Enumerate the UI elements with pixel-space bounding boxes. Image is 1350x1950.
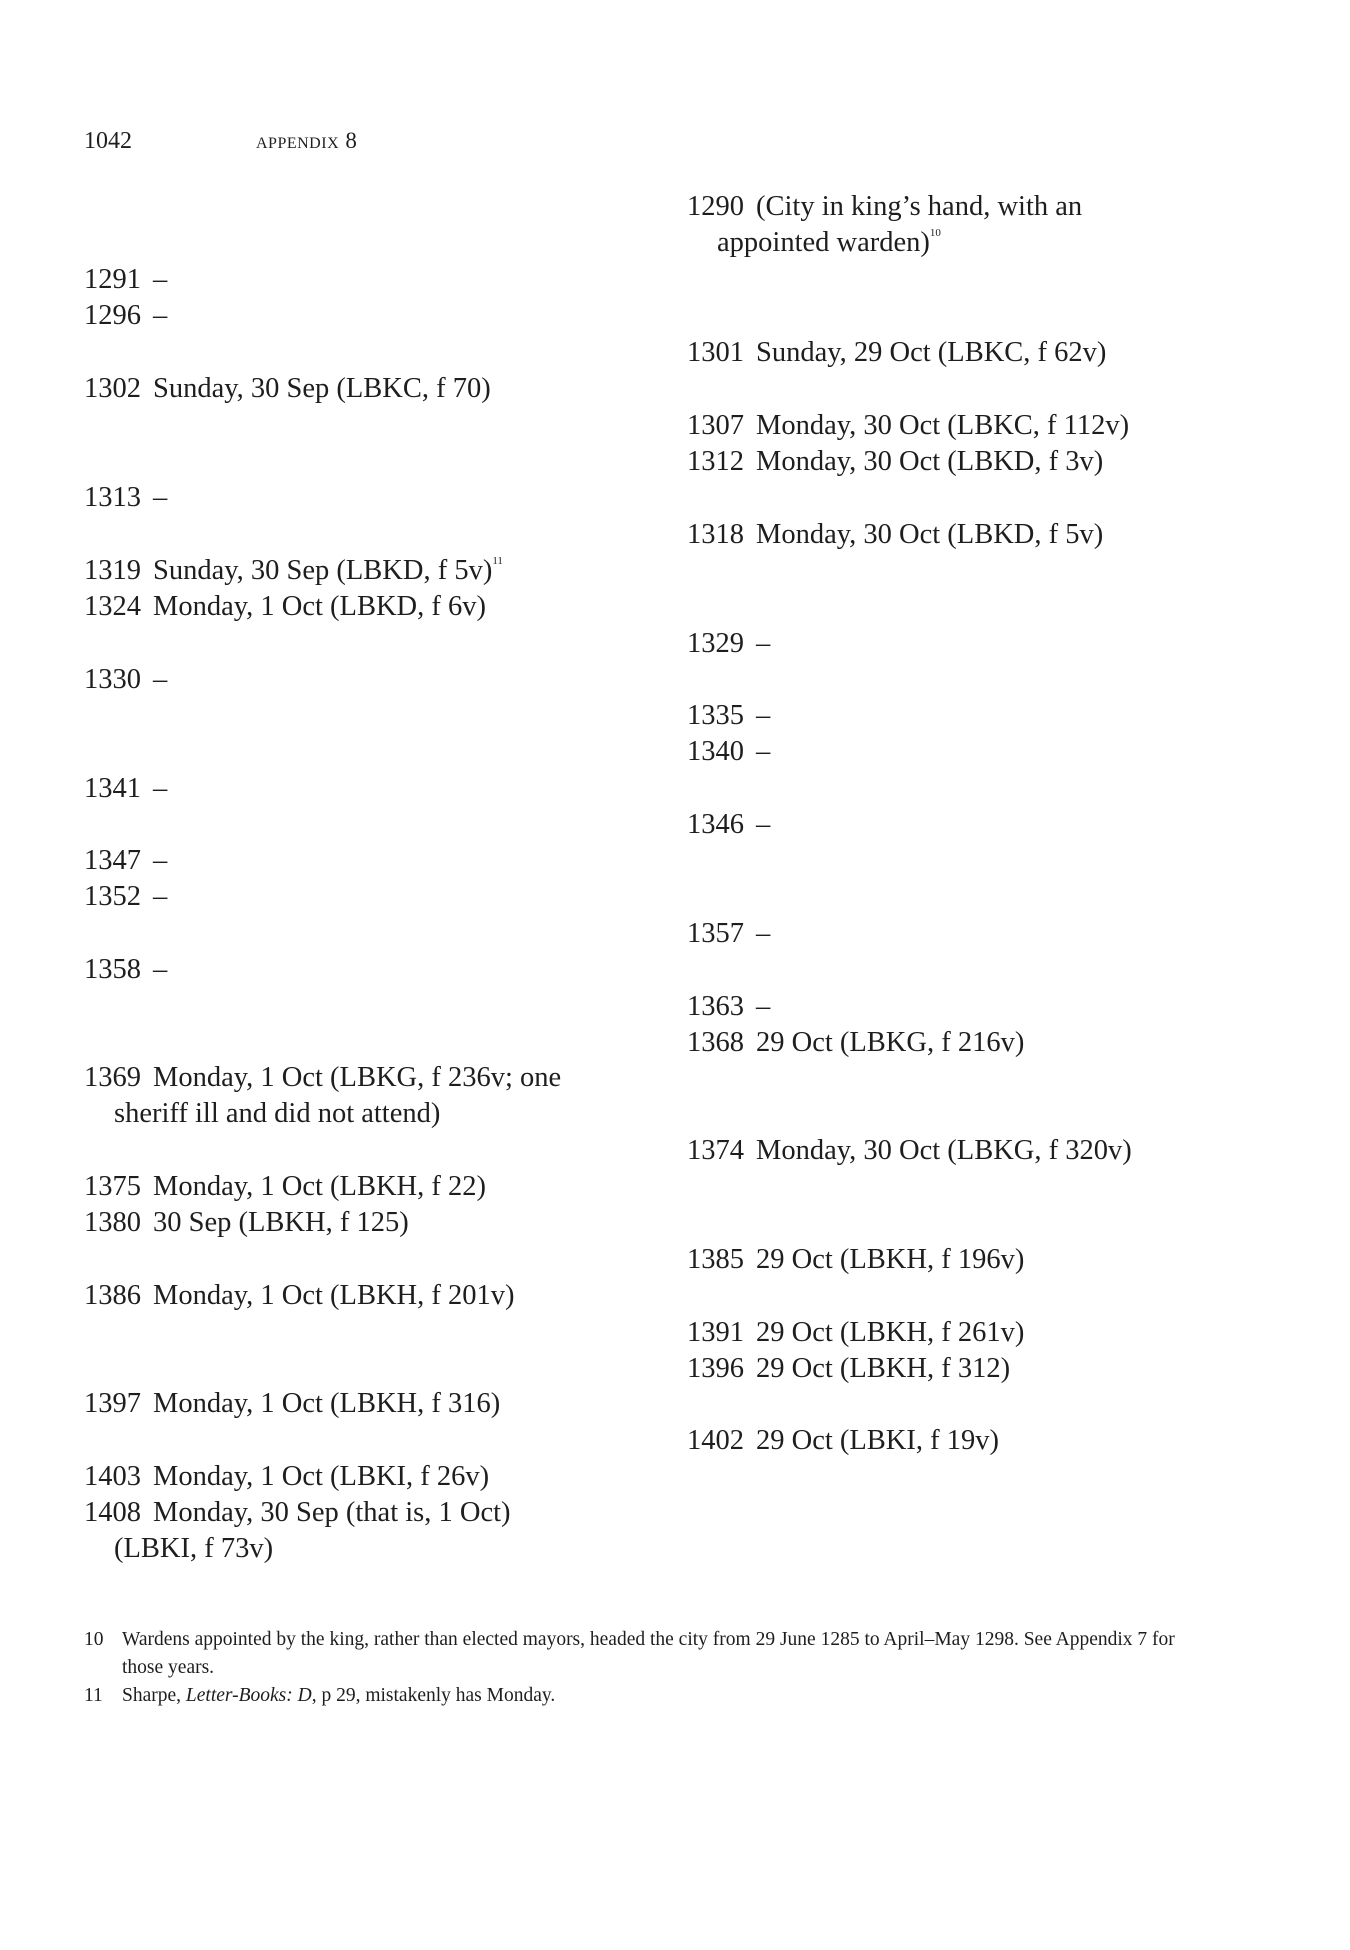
entry-text: (City in king’s hand, with an <box>756 191 1083 222</box>
year-entry <box>687 1025 1024 1061</box>
entry-text: 29 Oct (LBKG, f 216v) <box>756 1027 1025 1058</box>
year-entry <box>84 553 503 589</box>
year-entry <box>687 408 1129 444</box>
footnote-marker: 11 <box>492 555 503 567</box>
entry-year: 1330 <box>84 664 141 695</box>
year-entry <box>687 1423 999 1459</box>
entry-year: 1329 <box>687 628 744 659</box>
entry-text: – <box>153 773 168 804</box>
year-entry <box>687 807 770 843</box>
year-entry <box>84 771 167 807</box>
year-entry <box>84 589 486 625</box>
entry-text: Monday, 30 Oct (LBKD, f 3v) <box>756 446 1104 477</box>
entry-text: Monday, 1 Oct (LBKH, f 201v) <box>153 1280 515 1311</box>
entry-year: 1386 <box>84 1280 141 1311</box>
year-entry <box>687 989 770 1025</box>
entry-year: 1347 <box>84 845 141 876</box>
entry-text: – <box>153 482 168 513</box>
footnote-marker: 10 <box>929 227 941 239</box>
entry-text: Monday, 1 Oct (LBKD, f 6v) <box>153 591 486 622</box>
entry-text: – <box>756 918 771 949</box>
entry-year: 1375 <box>84 1171 141 1202</box>
entry-text: Monday, 30 Oct (LBKG, f 320v) <box>756 1135 1132 1166</box>
year-entry <box>84 843 167 879</box>
year-entry <box>687 1315 1024 1351</box>
entry-text: – <box>153 664 168 695</box>
entry-year: 1341 <box>84 773 141 804</box>
year-entry <box>84 1169 486 1205</box>
entry-year: 1397 <box>84 1388 141 1419</box>
entry-year: 1307 <box>687 410 744 441</box>
entry-year: 1319 <box>84 555 141 586</box>
entry-year: 1403 <box>84 1461 141 1492</box>
year-entry <box>687 626 770 662</box>
entry-year: 1313 <box>84 482 141 513</box>
year-entry <box>687 1351 1010 1387</box>
entry-year: 1302 <box>84 373 141 404</box>
entry-text: Monday, 1 Oct (LBKI, f 26v) <box>153 1461 490 1492</box>
entry-year: 1335 <box>687 700 744 731</box>
year-entry <box>687 698 770 734</box>
entry-year: 1391 <box>687 1317 744 1348</box>
entry-year: 1358 <box>84 954 141 985</box>
entry-continuation: (LBKI, f 73v) <box>114 1533 274 1564</box>
year-entry <box>84 1495 511 1567</box>
year-entry <box>84 262 167 298</box>
year-entry <box>84 952 167 988</box>
year-entry <box>84 1459 489 1495</box>
footnote-text: Wardens appointed by the king, rather than elected mayors, headed the city from 29 June 1285 to April–May 1298. See Appendix 7 for those years. <box>122 1629 1175 1678</box>
entry-text: Sunday, 30 Sep (LBKC, f 70) <box>153 373 491 404</box>
footnote-italic-title: Letter-Books: D <box>185 1685 312 1706</box>
entry-text: 30 Sep (LBKH, f 125) <box>153 1207 409 1238</box>
entry-text: – <box>153 881 168 912</box>
entry-continuation: sheriff ill and did not attend) <box>114 1098 441 1129</box>
entry-year: 1368 <box>687 1027 744 1058</box>
year-entry <box>687 1242 1024 1278</box>
entry-text: – <box>153 954 168 985</box>
entry-year: 1369 <box>84 1062 141 1093</box>
entry-text: – <box>756 628 771 659</box>
footnote-text-after: , p 29, mistakenly has Monday. <box>311 1685 556 1706</box>
entry-year: 1357 <box>687 918 744 949</box>
entry-year: 1380 <box>84 1207 141 1238</box>
entry-text: Monday, 1 Oct (LBKG, f 236v; one <box>153 1062 562 1093</box>
entry-text: – <box>756 700 771 731</box>
year-entry <box>84 1060 561 1132</box>
year-entry <box>84 879 167 915</box>
year-entry <box>687 1133 1132 1169</box>
year-entry <box>687 916 770 952</box>
entry-text: Monday, 30 Sep (that is, 1 Oct) <box>153 1497 511 1528</box>
entry-text: 29 Oct (LBKH, f 261v) <box>756 1317 1025 1348</box>
entry-year: 1396 <box>687 1353 744 1384</box>
year-entry <box>687 335 1106 371</box>
entry-text: – <box>153 300 168 331</box>
entry-year: 1374 <box>687 1135 744 1166</box>
entry-year: 1408 <box>84 1497 141 1528</box>
entry-text: – <box>756 809 771 840</box>
entry-year: 1340 <box>687 736 744 767</box>
footnote-number: 10 <box>84 1629 104 1650</box>
year-entry <box>84 480 167 516</box>
entry-text: Sunday, 30 Sep (LBKD, f 5v) <box>153 555 493 586</box>
footnote-text-before: Sharpe, <box>122 1685 186 1706</box>
year-entry <box>84 662 167 698</box>
footnotes <box>84 1626 1204 1710</box>
entry-text: – <box>756 991 771 1022</box>
footnote <box>84 1626 1204 1682</box>
entry-text: Sunday, 29 Oct (LBKC, f 62v) <box>756 337 1107 368</box>
entry-year: 1291 <box>84 264 141 295</box>
entry-year: 1402 <box>687 1425 744 1456</box>
footnote <box>84 1682 1204 1710</box>
entry-year: 1296 <box>84 300 141 331</box>
entry-text: Monday, 30 Oct (LBKC, f 112v) <box>756 410 1130 441</box>
year-entry <box>84 1278 514 1314</box>
entry-year: 1318 <box>687 519 744 550</box>
running-title: appendix 8 <box>256 128 358 153</box>
entry-text: Monday, 1 Oct (LBKH, f 316) <box>153 1388 501 1419</box>
year-entry <box>84 298 167 334</box>
footnote-number: 11 <box>84 1685 103 1706</box>
year-entry <box>687 444 1103 480</box>
entry-year: 1301 <box>687 337 744 368</box>
entry-year: 1363 <box>687 991 744 1022</box>
year-entry <box>84 1205 409 1241</box>
entry-text: – <box>153 845 168 876</box>
entry-text: 29 Oct (LBKH, f 196v) <box>756 1244 1025 1275</box>
year-entry <box>687 734 770 770</box>
year-entry <box>687 189 1082 261</box>
year-entry <box>84 1386 500 1422</box>
entry-text: – <box>153 264 168 295</box>
entry-year: 1352 <box>84 881 141 912</box>
entry-text: Monday, 1 Oct (LBKH, f 22) <box>153 1171 486 1202</box>
entry-year: 1385 <box>687 1244 744 1275</box>
entry-text: Monday, 30 Oct (LBKD, f 5v) <box>756 519 1104 550</box>
entry-text: 29 Oct (LBKI, f 19v) <box>756 1425 999 1456</box>
year-entry <box>687 517 1103 553</box>
year-entry <box>84 371 491 407</box>
entry-text: 29 Oct (LBKH, f 312) <box>756 1353 1011 1384</box>
entry-year: 1312 <box>687 446 744 477</box>
running-header <box>84 128 357 155</box>
entry-year: 1290 <box>687 191 744 222</box>
entry-continuation: appointed warden)$^{10}$ <box>717 227 941 258</box>
entry-text: – <box>756 736 771 767</box>
entry-year: 1346 <box>687 809 744 840</box>
entry-year: 1324 <box>84 591 141 622</box>
page-number: 1042 <box>84 128 132 154</box>
